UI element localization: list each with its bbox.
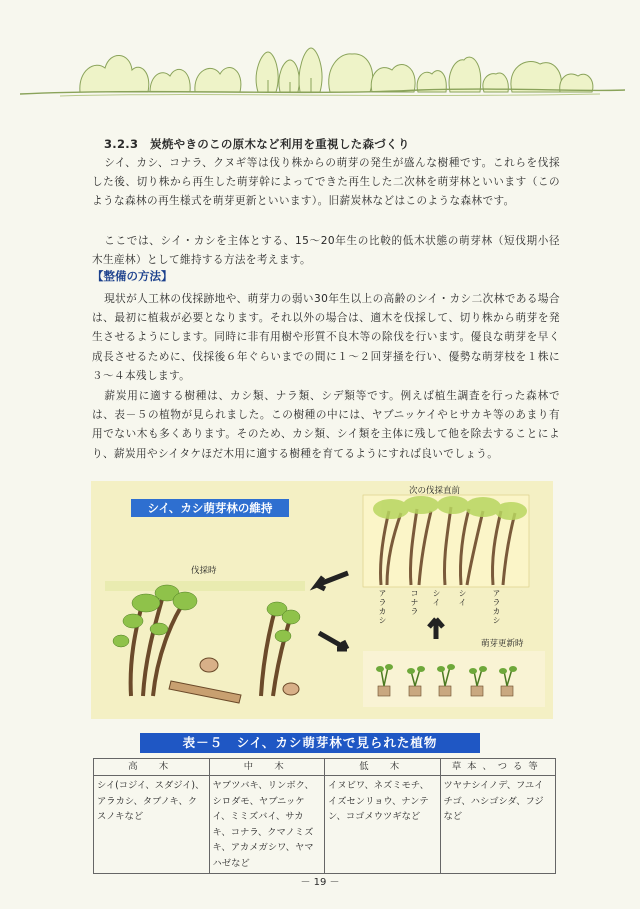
column-header: 中 木 bbox=[209, 759, 325, 776]
arrow-to-growth bbox=[429, 619, 443, 639]
header-tree-decoration bbox=[0, 30, 640, 100]
label-renewal: 萌芽更新時 bbox=[481, 639, 524, 649]
page-number: － 19 － bbox=[300, 877, 340, 888]
felled-log bbox=[169, 681, 241, 703]
table-caption: 表－５ シイ、カシ萌芽林で見られた植物 bbox=[140, 733, 480, 753]
table-cell: ツヤナシイノデ、フユイチゴ、ハシゴシダ、フジなど bbox=[440, 776, 556, 874]
plants-table bbox=[93, 758, 556, 874]
column-header: 草本、つる等 bbox=[440, 759, 556, 776]
method-heading: 【整備の方法】 bbox=[92, 269, 173, 283]
cut-time-trees bbox=[131, 596, 291, 696]
table-cell: イヌビワ、ネズミモチ、イズセンリョウ、ナンテン、コゴメウツギなど bbox=[325, 776, 441, 874]
species-label: シイ bbox=[432, 589, 441, 607]
table-cell: ヤブツバキ、リンボク、シロダモ、ヤブニッケイ、ミミズバイ、サカキ、コナラ、クマノミズキ、アカメガシワ、ヤマハゼなど bbox=[209, 776, 325, 874]
intro-paragraph-2 bbox=[92, 232, 560, 270]
species-label: コナラ bbox=[410, 589, 419, 616]
arrow-to-cut bbox=[317, 573, 348, 589]
method-paragraph-1 bbox=[92, 290, 560, 386]
stump bbox=[283, 683, 299, 695]
illustration-banner: シイ、カシ萌芽林の維持 bbox=[131, 499, 289, 517]
table-row bbox=[94, 776, 556, 874]
method-paragraph-2 bbox=[92, 387, 560, 464]
intro-paragraph-2-text: ここでは、シイ・カシを主体とする、15～20年生の比較的低木状態の萌芽林（短伐期小径木生産林）として維持する方法を考えます。 bbox=[92, 235, 560, 267]
species-label: アラカシ bbox=[378, 589, 387, 625]
coppice-illustration bbox=[91, 481, 553, 719]
intro-paragraph-1-text: シイ、カシ、コナラ、クヌギ等は伐り株からの萌芽の発生が盛んな樹種です。これらを伐採した後、切り株から再生した萌芽幹によってできた再生した二次林を萌芽林といいます（このような森林の再生様式を萌芽更新といいます）。旧薪炭林などはこのような森林です。 bbox=[92, 157, 560, 208]
species-label: アラカシ bbox=[492, 589, 501, 625]
section-title: 3.2.3 炭焼やきのこの原木など利用を重視した森づくり bbox=[104, 137, 410, 151]
stump bbox=[200, 658, 218, 672]
species-label: シイ bbox=[458, 589, 467, 607]
renewal-panel bbox=[363, 651, 545, 707]
method-paragraph-1-text: 現状が人工林の伐採跡地や、萌芽力の弱い30年生以上の高齢のシイ・カシ二次林である場合は、最初に植栽が必要となります。それ以外の場合は、適木を伐採して、切り株から萌芽を発生させるようにします。同時に非有用樹や形質不良木等の除伐を行います。優良な萌芽を早く成長させるために、伐採後６年ぐらいまでの間に１～２回芽掻を行い、優勢な萌芽枝を１株に３～４本残します。 bbox=[92, 293, 560, 382]
label-before-next-cut: 次の伐採直前 bbox=[409, 486, 461, 496]
label-cut-time: 伐採時 bbox=[191, 566, 217, 576]
table-header-row bbox=[94, 759, 556, 776]
column-header: 低 木 bbox=[325, 759, 441, 776]
method-paragraph-2-text: 薪炭用に適する樹種は、カシ類、ナラ類、シデ類等です。例えば植生調査を行った森林では、表－５の植物が見られました。この樹種の中には、ヤブニッケイやヒサカキ等のあまり有用でない木も多くあります。そのため、カシ類、シイ類を主体に残して他を除去することにより、薪炭用やシイタケほだ木用に適する樹種を育てるようにすれば良いでしょう。 bbox=[92, 390, 560, 460]
table-cell: シイ(コジイ、スダジイ)、アラカシ、タブノキ、クスノキなど bbox=[94, 776, 210, 874]
column-header: 高 木 bbox=[94, 759, 210, 776]
arrow-to-renewal bbox=[319, 633, 347, 649]
intro-paragraph-1 bbox=[92, 154, 560, 212]
